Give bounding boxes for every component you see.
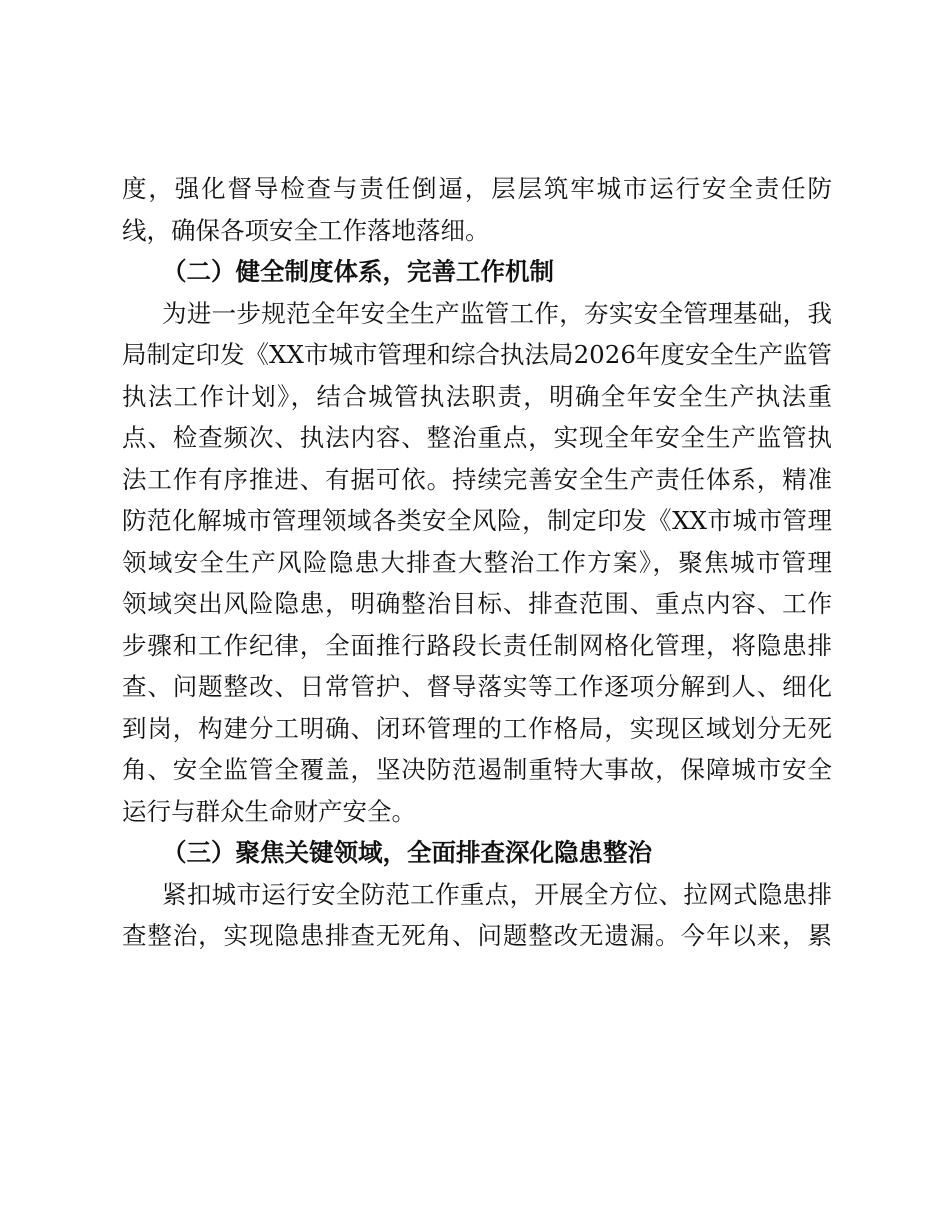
paragraph-line: 查、问题整改、日常管护、督导落实等工作逐项分解到人、细化 [122,672,832,701]
paragraph-line: 角、安全监管全覆盖，坚决防范遏制重特大事故，保障城市安全 [122,755,832,784]
section-heading: （三）聚焦关键领域，全面排查深化隐患整治 [162,838,652,867]
paragraph-line: 运行与群众生命财产安全。 [122,796,416,826]
paragraph-line: 线，确保各项安全工作落地落细。 [122,215,490,245]
paragraph-line: 度，强化督导检查与责任倒逼，层层筑牢城市运行安全责任防 [122,174,832,203]
paragraph-line: 查整治，实现隐患排查无死角、问题整改无遗漏。今年以来，累 [122,921,832,950]
body-text [122,168,832,957]
paragraph-line: 为进一步规范全年安全生产监管工作，夯实安全管理基础，我 [162,298,832,328]
paragraph-line: 点、检查频次、执法内容、整治重点，实现全年安全生产监管执 [122,423,832,452]
paragraph-line: 紧扣城市运行安全防范工作重点，开展全方位、拉网式隐患排 [162,879,832,909]
paragraph-line: 到岗，构建分工明确、闭环管理的工作格局，实现区域划分无死 [122,713,832,743]
paragraph-line: 局制定印发《XX市城市管理和综合执法局2026年度安全生产监管 [122,340,832,369]
paragraph-line: 防范化解城市管理领域各类安全风险，制定印发《XX市城市管理 [122,506,832,535]
paragraph-line: 领域突出风险隐患，明确整治目标、排查范围、重点内容、工作 [122,589,832,618]
paragraph-line: 法工作有序推进、有据可依。持续完善安全生产责任体系，精准 [122,464,832,494]
paragraph-line: 步骤和工作纪律，全面推行路段长责任制网格化管理，将隐患排 [122,630,832,660]
paragraph-line: 执法工作计划》，结合城管执法职责，明确全年安全生产执法重 [122,381,832,411]
section-heading: （二）健全制度体系，完善工作机制 [162,257,554,286]
paragraph-line: 领域安全生产风险隐患大排查大整治工作方案》，聚焦城市管理 [122,547,832,577]
